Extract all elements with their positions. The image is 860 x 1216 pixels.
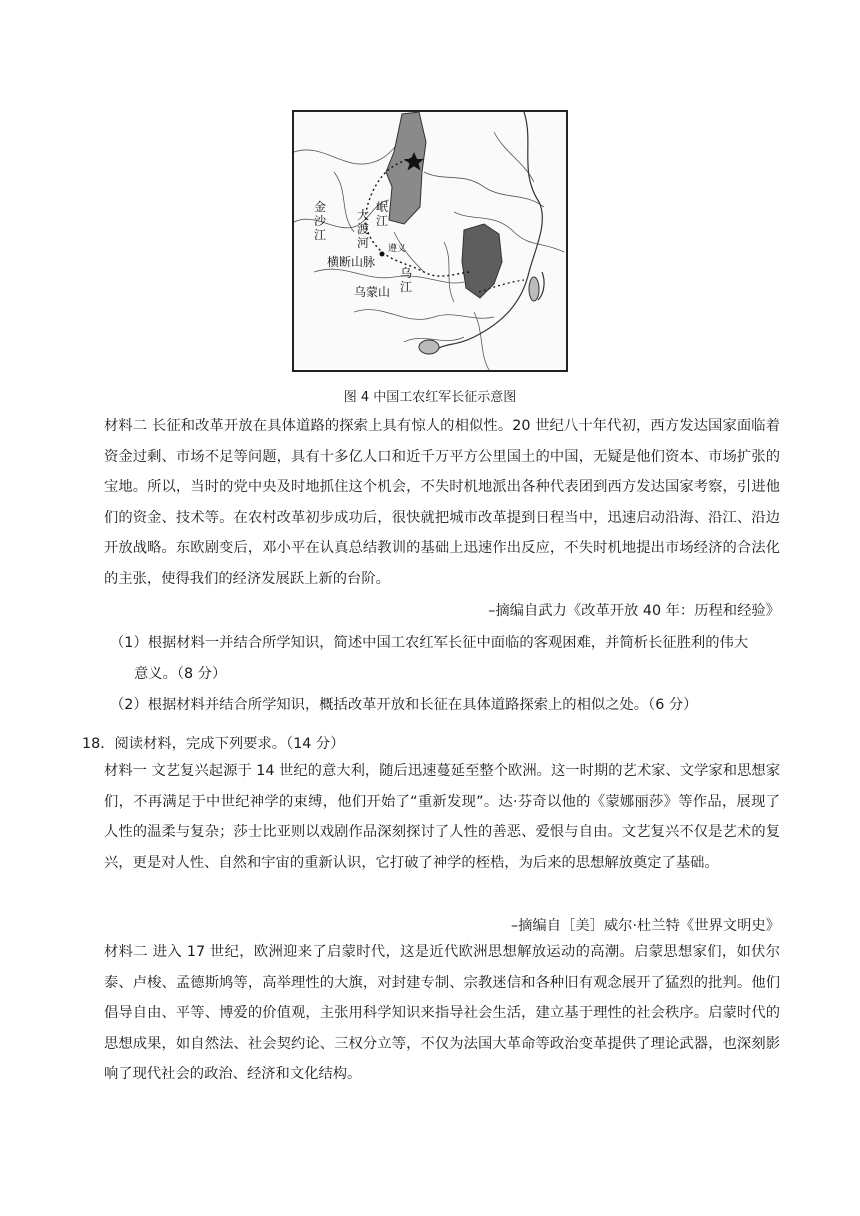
question-17-1-line1: （1）根据材料一并结合所学知识，简述中国工农红军长征中面临的客观困难，并简析长征胜利的伟大 [110,635,749,651]
map-drawing [294,112,566,370]
label-wumeng-mountain: 乌蒙山 [354,285,391,299]
label-min-river: 岷江 [376,200,389,228]
question-17-1 [110,628,786,689]
figure-caption: 图 4 中国工农红军长征示意图 [343,390,517,405]
label-zunyi: 遵义 [388,244,407,254]
question-17-1-line2: 意义。（8 分） [134,665,227,682]
label-jinsha-river: 金沙江 [314,200,327,242]
material-one-renaissance: 材料一 文艺复兴起源于 14 世纪的意大利，随后迅速蔓延至整个欧洲。这一时期的艺术家、文学家和思想家们，不再满足于中世纪神学的束缚，他们开始了“重新发现”。达·芬奇以他的《蒙娜丽莎》等作品，展现了人性的温柔与复杂；莎士比亚则以戏剧作品深刻探讨了人性的善恶、爱恨与自由。文艺复兴不仅是艺术的复兴，更是对人性、自然和宇宙的重新认识，它打破了神学的桎梏，为后来的思想解放奠定了基础。 [104,763,780,871]
label-dadu-river: 大渡河 [357,208,370,250]
label-hengduan-mountains: 横断山脉 [327,255,376,269]
question-17-2: （2）根据材料并结合所学知识，概括改革开放和长征在具体道路探索上的相似之处。（6 分） [110,697,698,713]
source-citation-renaissance: –摘编自［美］威尔·杜兰特《世界文明史》 [510,918,780,934]
material-two-enlightenment: 材料二 进入 17 世纪，欧洲迎来了启蒙时代，这是近代欧洲思想解放运动的高潮。启蒙思想家们，如伏尔泰、卢梭、孟德斯鸠等，高举理性的大旗，对封建专制、宗教迷信和各种旧有观念展开了猛烈的批判。他们倡导自由、平等、博爱的价值观，主张用科学知识来指导社会生活，建立基于理性的社会秩序。启蒙时代的思想成果，如自然法、社会契约论、三权分立等，不仅为法国大革命等政治变革提供了理论武器，也深刻影响了现代社会的政治、经济和文化结构。 [104,944,780,1082]
long-march-map [292,110,568,372]
label-wu-river: 乌江 [400,266,413,294]
question-18-heading: 18．阅读材料，完成下列要求。（14 分） [82,736,345,752]
source-citation-reform: –摘编自武力《改革开放 40 年：历程和经验》 [488,603,780,619]
material-two-reform: 材料二 长征和改革开放在具体道路的探索上具有惊人的相似性。20 世纪八十年代初，西方发达国家面临着资金过剩、市场不足等问题，具有十多亿人口和近千万平方公里国土的中国，无疑是他们资本、市场扩张的宝地。所以，当时的党中央及时地抓住这个机会，不失时机地派出各种代表团到西方发达国家考察，引进他们的资金、技术等。在农村改革初步成功后，很快就把城市改革提到日程当中，迅速启动沿海、沿江、沿边开放战略。东欧剧变后，邓小平在认真总结教训的基础上迅速作出反应，不失时机地提出市场经济的合法化的主张，使得我们的经济发展跃上新的台阶。 [104,418,780,587]
